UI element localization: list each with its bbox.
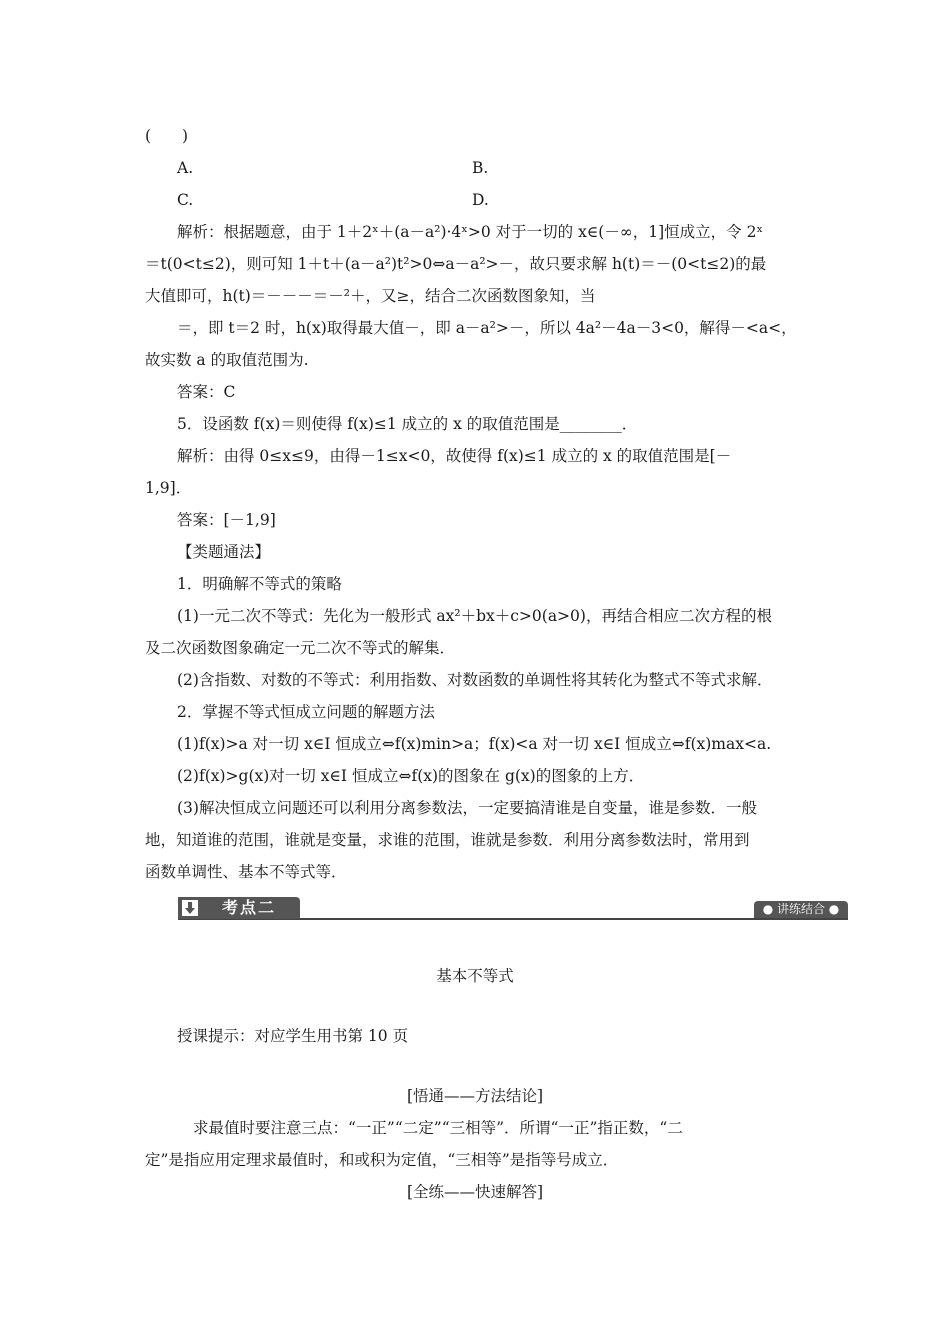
solution-5-line-2: 1,9]． [145, 479, 192, 497]
solution-line-5: 故实数 a 的取值范围为. [145, 351, 309, 369]
subheading-methods: [悟通——方法结论] [406, 1087, 544, 1105]
methods-body-line-2: 定”是指应用定理求最值时，和或积为定值，“三相等”是指等号成立． [145, 1151, 619, 1169]
question-5: 5．设函数 f(x)＝则使得 f(x)≤1 成立的 x 的取值范围是________． [177, 415, 638, 433]
down-arrow-icon [182, 900, 198, 916]
question-bracket: ( ) [145, 127, 189, 145]
section-heading: 基本不等式 [436, 967, 514, 985]
banner-title-box [178, 897, 300, 919]
lesson-hint: 授课提示：对应学生用书第 10 页 [177, 1027, 409, 1045]
banner-tag: ● 讲练结合 ● [754, 901, 848, 918]
method-item-1: 1．明确解不等式的策略 [177, 575, 342, 593]
section-banner [178, 897, 848, 921]
method-heading: 【类题通法】 [177, 543, 271, 561]
option-a: A. [177, 159, 194, 177]
solution-line-2: ＝t(0<t≤2)，则可知 1＋t＋(a－a²)t²>0⇔a－a²>－，故只要求解 h(t)＝－(0<t≤2)的最 [145, 255, 767, 273]
subheading-practice: [全练——快速解答] [406, 1183, 544, 1201]
option-c: C. [177, 191, 194, 209]
method-item-2-2: (2)f(x)>g(x)对一切 x∈I 恒成立⇔f(x)的图象在 g(x)的图象的上方． [177, 767, 645, 785]
method-item-2: 2．掌握不等式恒成立问题的解题方法 [177, 703, 435, 721]
method-item-2-3a: (3)解决恒成立问题还可以利用分离参数法，一定要搞清谁是自变量，谁是参数．一般 [177, 799, 757, 817]
method-item-1-1a: (1)一元二次不等式：先化为一般形式 ax²＋bx＋c>0(a>0)，再结合相应二次方程的根 [177, 607, 772, 625]
method-item-2-1: (1)f(x)>a 对一切 x∈I 恒成立⇔f(x)min>a；f(x)<a 对一切 x∈I 恒成立⇔f(x)max<a. [177, 735, 772, 753]
method-item-2-3b: 地，知道谁的范围，谁就是变量，求谁的范围，谁就是参数．利用分离参数法时，常用到 [145, 831, 750, 849]
banner-title: 考点二 [222, 898, 277, 917]
methods-body-line-1: 求最值时要注意三点：“一正”“二定”“三相等”．所谓“一正”指正数，“二 [193, 1119, 683, 1137]
method-item-1-2: (2)含指数、对数的不等式：利用指数、对数函数的单调性将其转化为整式不等式求解． [177, 671, 773, 689]
method-item-2-3c: 函数单调性、基本不等式等． [145, 863, 347, 881]
option-b: B. [472, 159, 489, 177]
answer-5: 答案：[－1,9] [177, 511, 276, 529]
solution-line-4: ＝，即 t＝2 时，h(x)取得最大值－，即 a－a²>－，所以 4a²－4a－3<0，解得－<a<， [177, 319, 797, 337]
solution-line-1: 解析：根据题意，由于 1＋2ˣ＋(a－a²)·4ˣ>0 对于一切的 x∈(－∞，1]恒成立，令 2ˣ [177, 223, 764, 241]
solution-line-3: 大值即可，h(t)＝－－－＝－²＋，又≥，结合二次函数图象知，当 [145, 287, 596, 305]
method-item-1-1b: 及二次函数图象确定一元二次不等式的解集． [145, 639, 456, 657]
solution-5-line-1: 解析：由得 0≤x≤9，由得－1≤x<0，故使得 f(x)≤1 成立的 x 的取值范围是[－ [177, 447, 732, 465]
answer-4: 答案：C [177, 383, 236, 401]
option-d: D. [472, 191, 489, 209]
